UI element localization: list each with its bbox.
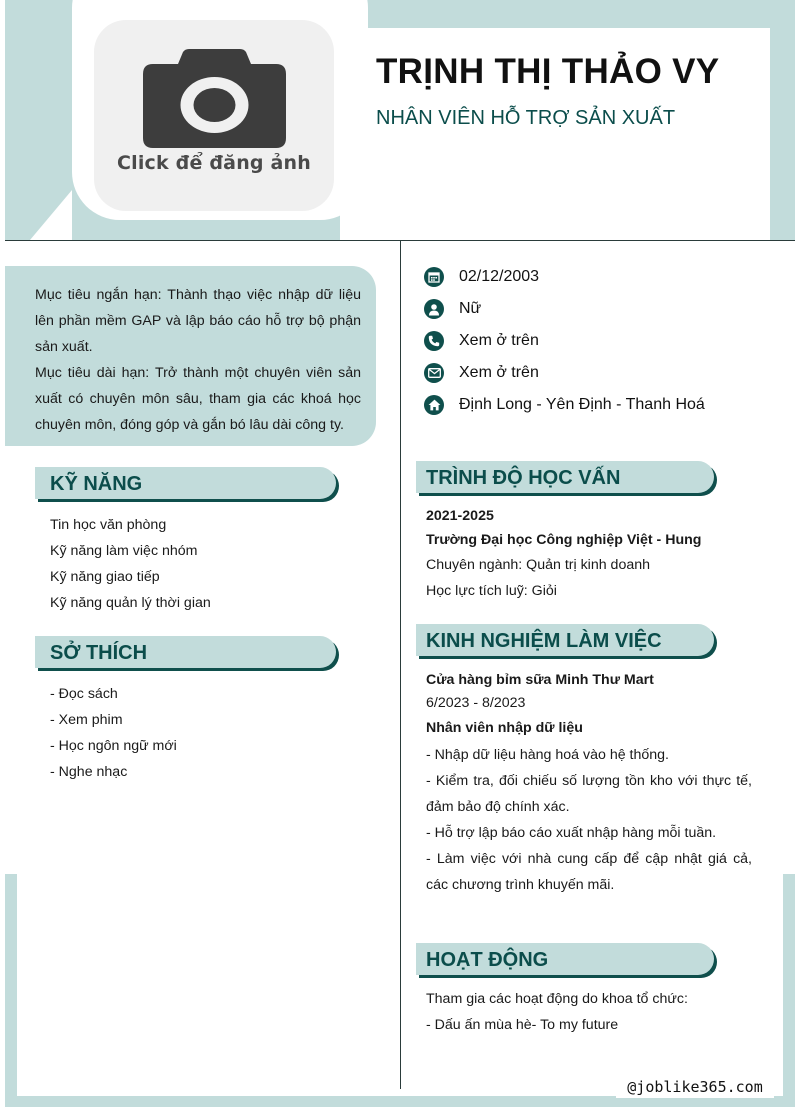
skills-section-title: KỸ NĂNG — [35, 467, 336, 499]
hobbies-list — [50, 681, 177, 785]
hobby-item: - Đọc sách — [50, 686, 118, 702]
skill-item: Tin học văn phòng — [50, 517, 167, 533]
candidate-name: TRỊNH THỊ THẢO VY — [376, 52, 720, 91]
hobby-item: - Học ngôn ngữ mới — [50, 738, 177, 754]
photo-upload[interactable] — [94, 20, 334, 211]
experience-duty: - Kiểm tra, đối chiếu số lượng tồn kho với thực tế, đảm bảo độ chính xác. — [426, 773, 752, 815]
camera-icon — [143, 48, 286, 148]
phone-icon — [424, 331, 444, 351]
experience-duty: - Nhập dữ liệu hàng hoá vào hệ thống. — [426, 747, 669, 763]
photo-upload-label[interactable]: Click để đăng ảnh — [116, 152, 312, 174]
user-icon — [424, 299, 444, 319]
activities-intro: Tham gia các hoạt động do khoa tổ chức: — [426, 991, 688, 1007]
skills-list — [50, 512, 211, 616]
phone-text[interactable]: Xem ở trên — [459, 332, 539, 349]
experience-duty: - Làm việc với nhà cung cấp để cập nhật giá cả, các chương trình khuyến mãi. — [426, 851, 752, 893]
activity-item: - Dấu ấn mùa hè- To my future — [426, 1017, 619, 1033]
education-school: Trường Đại học Công nghiệp Việt - Hung — [426, 532, 702, 548]
hobbies-section-title: SỞ THÍCH — [35, 636, 336, 668]
education-period: 2021-2025 — [426, 508, 494, 524]
mail-icon — [424, 363, 444, 383]
calendar-icon — [424, 267, 444, 287]
frame-left — [5, 874, 17, 1107]
contact-phone — [424, 331, 539, 351]
education-section-title: TRÌNH ĐỘ HỌC VẤN — [416, 461, 714, 493]
hobby-item: - Xem phim — [50, 712, 123, 728]
skill-item: Kỹ năng quản lý thời gian — [50, 595, 211, 611]
experience-details — [426, 668, 752, 898]
watermark: @joblike365.com — [616, 1076, 774, 1098]
experience-period: 6/2023 - 8/2023 — [426, 695, 526, 711]
skill-item: Kỹ năng giao tiếp — [50, 569, 160, 585]
activities-details — [426, 986, 752, 1038]
experience-section-title: KINH NGHIỆM LÀM VIỆC — [416, 624, 714, 656]
skill-item: Kỹ năng làm việc nhóm — [50, 543, 198, 559]
column-divider — [400, 241, 401, 1089]
objective-short-term: Mục tiêu ngắn hạn: Thành thạo việc nhập dữ liệu lên phần mềm GAP và lập báo cáo hỗ trợ bộ phận sản xuất. — [35, 287, 361, 355]
education-gpa: Học lực tích luỹ: Giỏi — [426, 583, 557, 599]
objective-long-term: Mục tiêu dài hạn: Trở thành một chuyên viên sản xuất có chuyên môn sâu, tham gia các khoá học chuyên môn, đóng góp và gắn bó lâu dài công ty. — [35, 365, 361, 433]
education-major: Chuyên ngành: Quản trị kinh doanh — [426, 557, 651, 573]
home-icon — [424, 395, 444, 415]
experience-company: Cửa hàng bỉm sữa Minh Thư Mart — [426, 672, 654, 688]
photo-frame-tail — [30, 190, 72, 240]
birthday-text: 02/12/2003 — [459, 268, 540, 285]
career-objective — [5, 266, 376, 446]
education-details — [426, 504, 752, 604]
contact-address — [424, 395, 705, 415]
contact-email — [424, 363, 539, 383]
experience-duty: - Hỗ trợ lập báo cáo xuất nhập hàng mỗi tuần. — [426, 825, 717, 841]
address-text: Định Long - Yên Định - Thanh Hoá — [459, 396, 705, 413]
contact-birthday — [424, 267, 539, 287]
job-title: NHÂN VIÊN HỖ TRỢ SẢN XUẤT — [376, 107, 676, 129]
gender-text: Nữ — [459, 300, 482, 317]
hobby-item: - Nghe nhạc — [50, 764, 128, 780]
contact-gender — [424, 299, 481, 319]
activities-section-title: HOẠT ĐỘNG — [416, 943, 714, 975]
frame-right — [783, 874, 795, 1107]
email-text[interactable]: Xem ở trên — [459, 364, 539, 381]
experience-position: Nhân viên nhập dữ liệu — [426, 720, 583, 736]
